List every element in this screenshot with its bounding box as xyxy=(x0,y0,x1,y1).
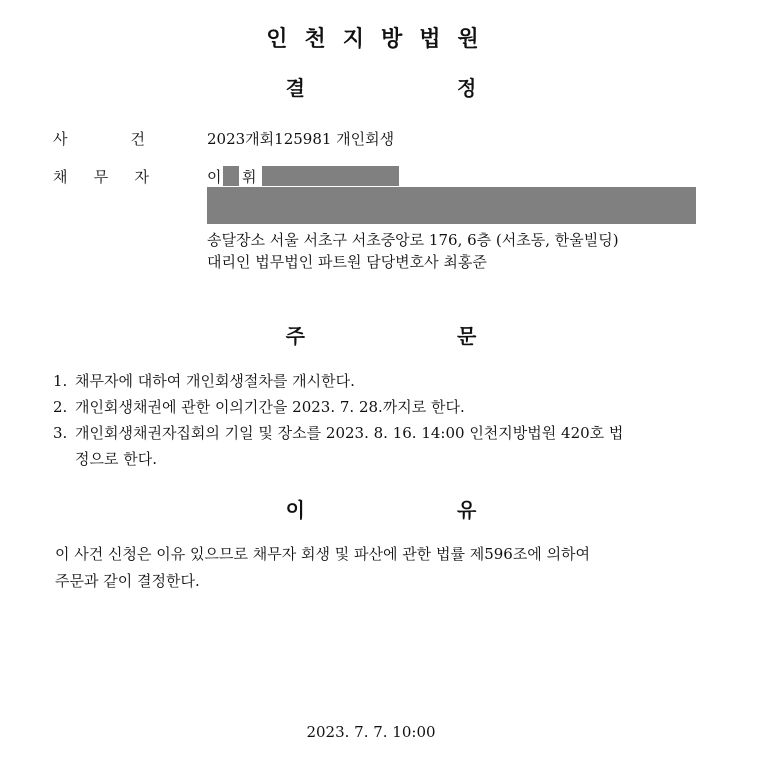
order-heading xyxy=(0,320,762,349)
redaction-box xyxy=(207,187,696,224)
order-item-text: 채무자에 대하여 개인회생절차를 개시한다. xyxy=(75,372,355,390)
document-type-heading xyxy=(0,72,762,101)
debtor-name-start: 이 xyxy=(207,168,222,186)
case-label-char: 건 xyxy=(130,130,145,148)
court-name: 인천지방법원 xyxy=(266,27,496,52)
representative: 대리인 법무법인 파트원 담당변호사 최홍준 xyxy=(207,253,487,271)
document-type-right: 정 xyxy=(457,76,477,100)
case-label-char: 사 xyxy=(53,130,68,148)
order-item-text: 개인회생채권자집회의 기일 및 장소를 2023. 8. 16. 14:00 인천지방법원 420호 법 xyxy=(75,424,624,442)
reason-heading-right: 유 xyxy=(457,498,477,522)
debtor-label-char: 무 xyxy=(93,168,109,186)
reason-line: 주문과 같이 결정한다. xyxy=(55,572,200,590)
order-item xyxy=(53,422,623,443)
reason-line: 이 사건 신청은 이유 있으므로 채무자 회생 및 파산에 관한 법률 제596조에 의하여 xyxy=(55,545,591,563)
redaction-box xyxy=(223,166,239,186)
case-label xyxy=(53,128,145,149)
reason-heading xyxy=(0,494,762,523)
order-item xyxy=(53,370,355,391)
decision-date: 2023. 7. 7. 10:00 xyxy=(306,723,436,741)
order-item-text: 개인회생채권에 관한 이의기간을 2023. 7. 28.까지로 한다. xyxy=(75,398,465,416)
order-heading-right: 문 xyxy=(457,324,477,348)
order-heading-left: 주 xyxy=(285,324,305,348)
order-item-number: 1. xyxy=(53,372,68,390)
reason-heading-left: 이 xyxy=(285,498,305,522)
document-type-left: 결 xyxy=(285,76,305,100)
debtor-name-end: 휘 xyxy=(242,168,257,186)
order-item-number: 3. xyxy=(53,424,68,442)
debtor-label xyxy=(53,166,149,187)
order-item-number: 2. xyxy=(53,398,68,416)
redaction-box xyxy=(262,166,399,186)
debtor-label-char: 자 xyxy=(134,168,149,186)
case-number: 2023개회125981 개인회생 xyxy=(207,130,395,148)
order-item-continuation: 정으로 한다. xyxy=(75,450,157,468)
debtor-label-char: 채 xyxy=(53,168,68,186)
service-address: 송달장소 서울 서초구 서초중앙로 176, 6층 (서초동, 한울빌딩) xyxy=(207,231,619,249)
order-item xyxy=(53,396,465,417)
